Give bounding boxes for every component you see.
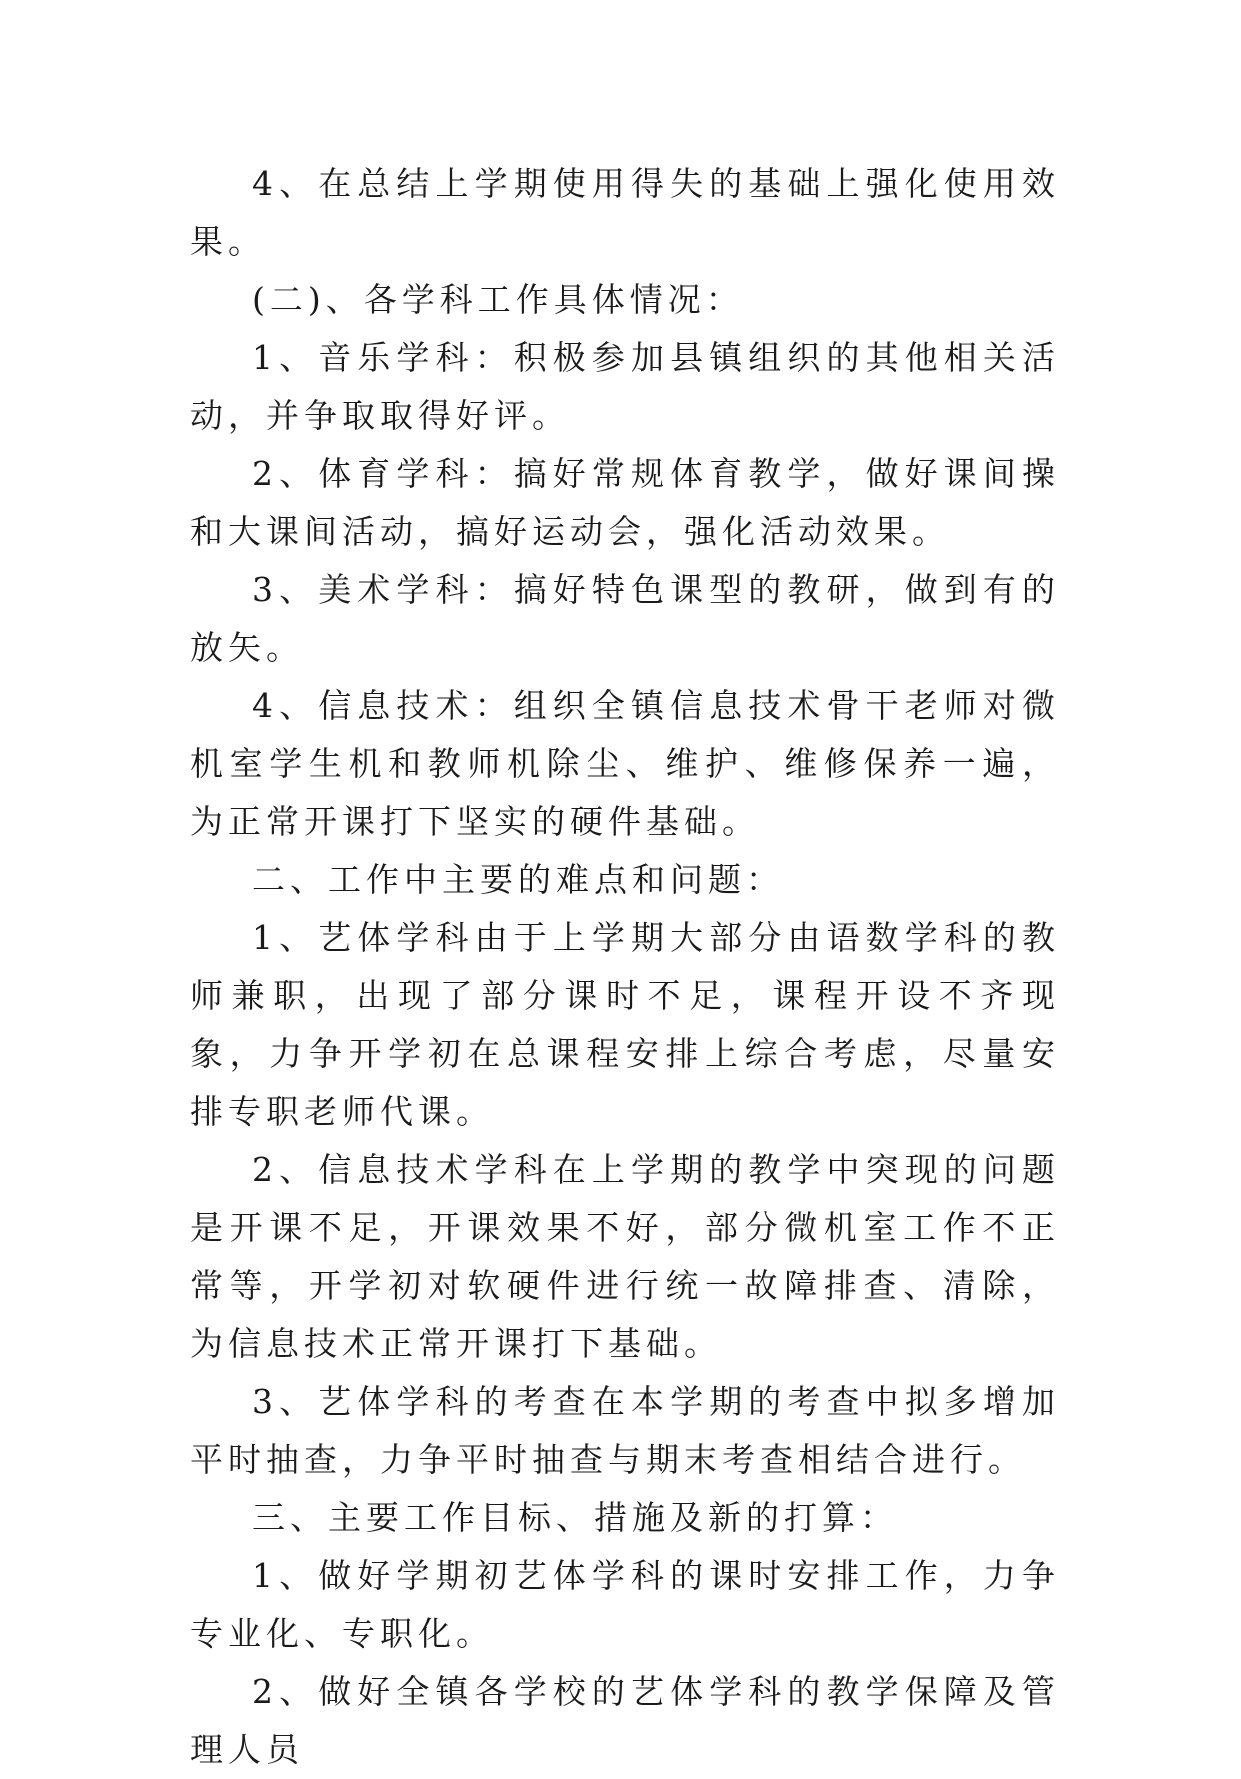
- section-heading: 二、工作中主要的难点和问题：: [252, 860, 784, 899]
- paragraph: 1、艺体学科由于上学期大部分由语数学科的教师兼职，出现了部分课时不足，课程开设不齐现象，力争开学初在总课程安排上综合考虑，尽量安排专职老师代课。: [190, 918, 1060, 1131]
- paragraph: 3、艺体学科的考查在本学期的考查中拟多增加平时抽查，力争平时抽查与期末考查相结合进行。: [190, 1382, 1060, 1479]
- paragraph: 2、体育学科：搞好常规体育教学，做好课间操和大课间活动，搞好运动会，强化活动效果。: [190, 454, 1060, 551]
- paragraph: (二)、各学科工作具体情况：: [252, 280, 744, 319]
- paragraph: 1、音乐学科：积极参加县镇组织的其他相关活动，并争取取得好评。: [190, 338, 1060, 435]
- section-heading: 三、主要工作目标、措施及新的打算：: [252, 1498, 898, 1537]
- paragraph: 2、做好全镇各学校的艺体学科的教学保障及管理人员: [190, 1672, 1060, 1769]
- paragraph: 4、信息技术：组织全镇信息技术骨干老师对微机室学生机和教师机除尘、维护、维修保养一遍，为正常开课打下坚实的硬件基础。: [190, 686, 1060, 841]
- document-body: [190, 155, 1060, 1779]
- paragraph: 1、做好学期初艺体学科的课时安排工作，力争专业化、专职化。: [190, 1556, 1060, 1653]
- paragraph: 3、美术学科：搞好特色课型的教研，做到有的放矢。: [190, 570, 1060, 667]
- paragraph: 4、在总结上学期使用得失的基础上强化使用效果。: [190, 164, 1060, 261]
- paragraph: 2、信息技术学科在上学期的教学中突现的问题是开课不足，开课效果不好，部分微机室工作不正常等，开学初对软硬件进行统一故障排查、清除，为信息技术正常开课打下基础。: [190, 1150, 1060, 1363]
